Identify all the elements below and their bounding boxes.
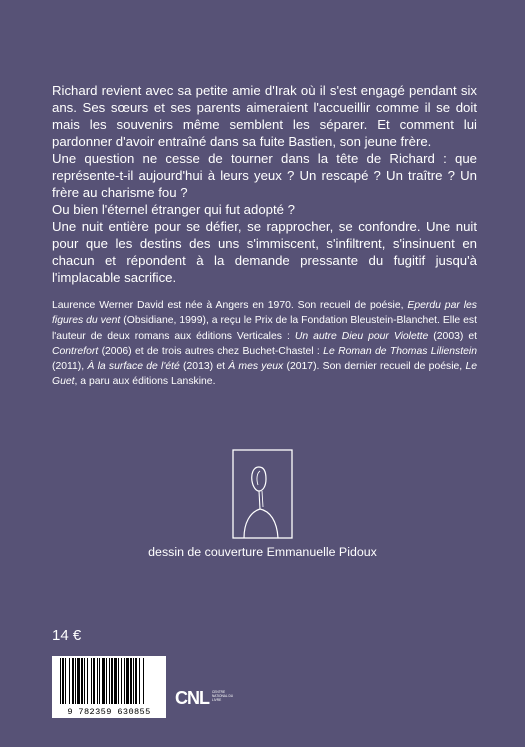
cover-credit: dessin de couverture Emmanuelle Pidoux xyxy=(148,545,377,559)
book-title: Contrefort xyxy=(52,345,99,357)
bio-text: (Obsidiane, 1999), a reçu le Prix de la Fondation Bleustein-Blanchet. Elle est l'auteur de deux romans aux éditions Verticales : xyxy=(52,315,477,342)
blurb-paragraph: Richard revient avec sa petite amie d'Irak où il s'est engagé pendant six ans. Ses sœurs et ses parents aimeraient l'accueillir comme il se doit mais les souvenirs même semblent les séparer. Et comment lui pardonner d'avoir entraîné dans sa fuite Bastien, son jeune frère. xyxy=(52,83,477,149)
blurb-paragraph: Une question ne cesse de tourner dans la tête de Richard : que représente-t-il aujourd'hui à leurs yeux ? Un rescapé ? Un traître ? Un frère au charisme fou ? xyxy=(52,151,477,200)
barcode-digits: 9 782359 630855 xyxy=(67,707,151,717)
bio-text: (2011), xyxy=(52,361,88,373)
book-title: Le Guet xyxy=(52,361,477,388)
cnl-logo-subtitle: CENTRE NATIONAL DU LIVRE xyxy=(212,690,234,702)
book-title: À la surface de l'été xyxy=(87,361,180,373)
blurb-paragraph: Une nuit entière pour se défier, se rapprocher, se confondre. Une nuit pour que les destins des uns s'immiscent, s'infiltrent, s'insinuent en chacun et répondent à la demande pressante du fugitif jusqu'à l'implacable sacrifice. xyxy=(52,219,477,285)
bio-text: (2017). Son dernier recueil de poésie, xyxy=(283,361,466,373)
author-bio xyxy=(52,298,477,390)
book-title: Eperdu par les figures du vent xyxy=(52,300,477,327)
blurb-paragraph: Ou bien l'éternel étranger qui fut adopté ? xyxy=(52,202,295,217)
book-title: Le Roman de Thomas Lilienstein xyxy=(323,345,478,357)
isbn-barcode xyxy=(52,656,166,718)
bio-text: (2006) et de trois autres chez Buchet-Chastel : xyxy=(98,345,324,357)
bio-text: , a paru aux éditions Lanskine. xyxy=(74,376,216,388)
back-cover-blurb xyxy=(52,82,477,286)
book-title: Un autre Dieu pour Violette xyxy=(294,330,429,342)
barcode-bars-icon xyxy=(52,658,166,708)
price: 14 € xyxy=(52,627,82,644)
bio-text: (2013) et xyxy=(179,361,229,373)
bio-text: (2003) et xyxy=(428,330,477,342)
book-title: À mes yeux xyxy=(228,361,284,373)
cnl-logo xyxy=(175,686,234,712)
bio-text: Laurence Werner David est née à Angers en 1970. Son recueil de poésie, xyxy=(52,300,408,311)
cover-drawing-icon xyxy=(232,449,293,539)
cnl-logo-text: CNL xyxy=(175,688,209,708)
